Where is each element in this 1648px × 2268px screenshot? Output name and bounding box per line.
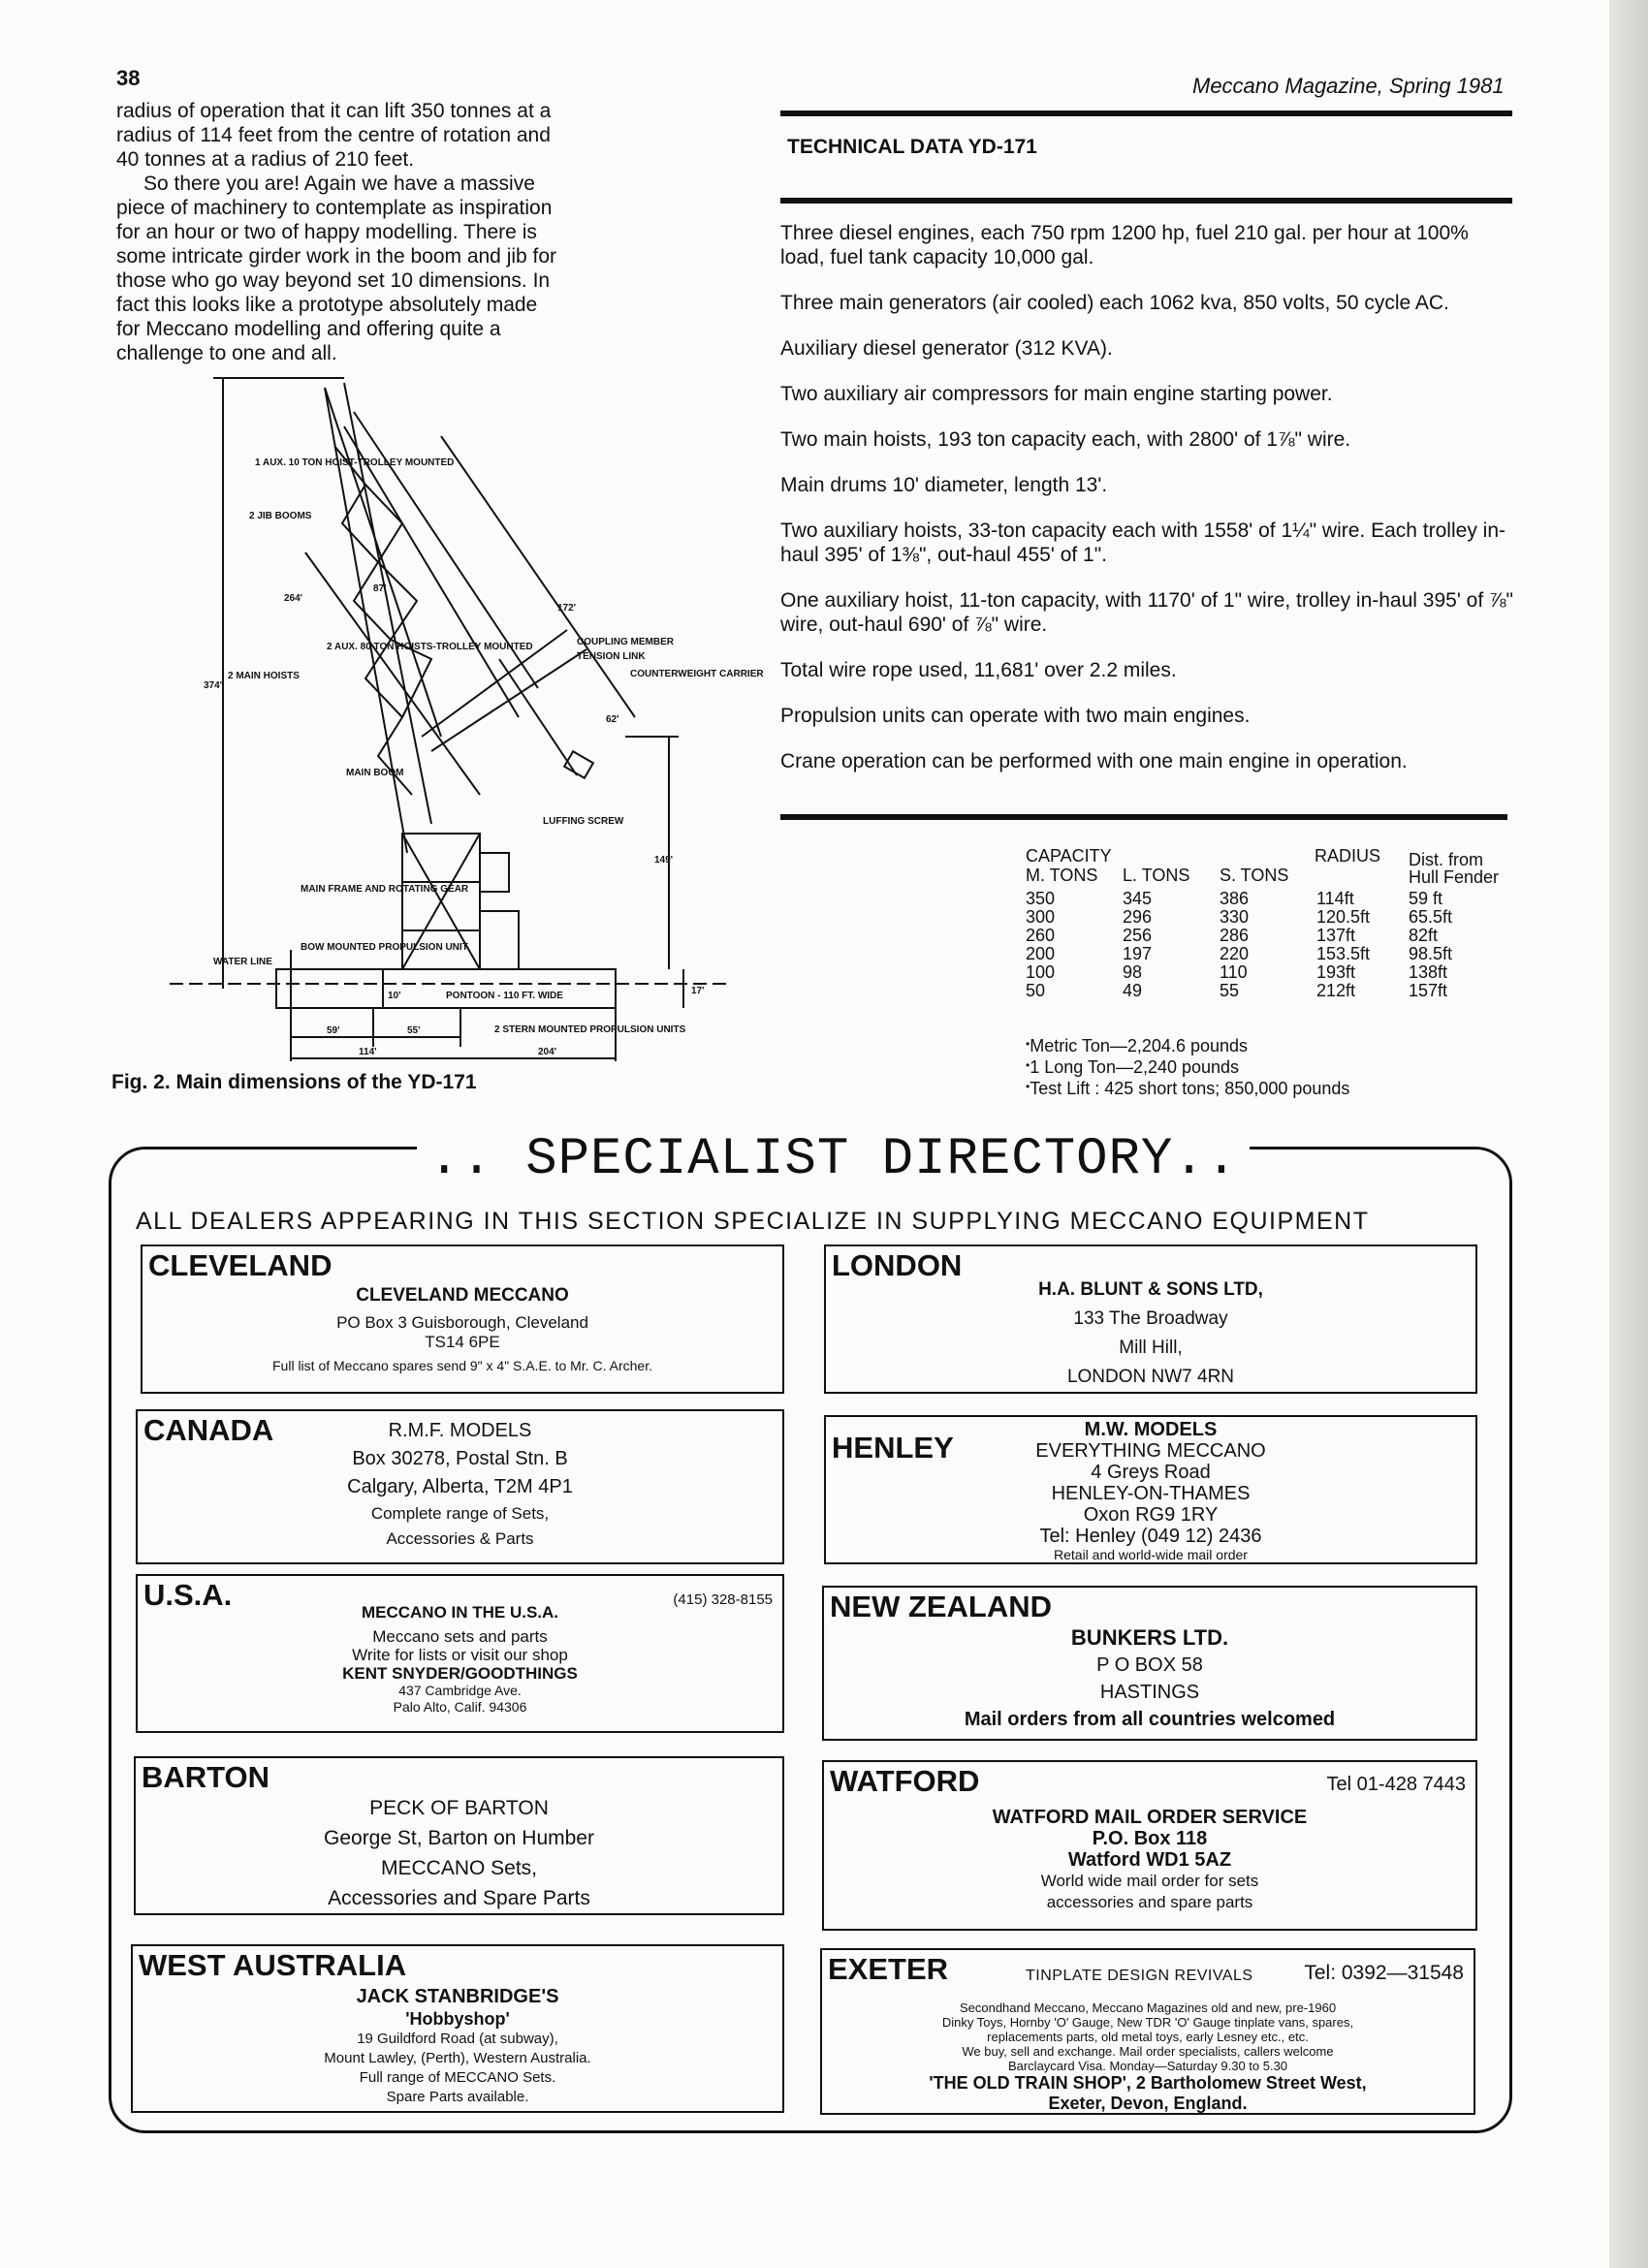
dealer-address: Watford WD1 5AZ bbox=[1067, 1849, 1232, 1871]
tech-item: Propulsion units can operate with two main engines. bbox=[780, 705, 1251, 727]
dealer-note: Secondhand Meccano, Meccano Magazines old and new, pre-1960 bbox=[959, 2000, 1337, 2015]
dealer-phone: Tel: 0392—31548 bbox=[1304, 1962, 1464, 1984]
tech-item: Total wire rope used, 11,681' over 2.2 miles. bbox=[780, 659, 1177, 681]
label-luffing: LUFFING SCREW bbox=[543, 816, 624, 827]
tech-item: Two auxiliary hoists, 33-ton capacity each with 1558' of 1¼" wire. Each trolley in-haul 395' of 1⅜", out-haul 455' of 1". bbox=[780, 520, 1505, 566]
dealer-details bbox=[138, 1603, 782, 1716]
intro-paragraph-1: radius of operation that it can lift 350 tonnes at a radius of 114 feet from the centre of rotation and 40 tonnes at a radius of 210 feet. bbox=[116, 100, 552, 171]
dealer-note: Dinky Toys, Hornby 'O' Gauge, New TDR 'O' Gauge tinplate vans, spares, bbox=[941, 2015, 1354, 2030]
tech-item: One auxiliary hoist, 11-ton capacity, with 1170' of 1" wire, trolley in-haul 395' of ⅞" wire, out-haul 690' of ⅞" wire. bbox=[780, 589, 1513, 636]
dim-114: 114' bbox=[359, 1047, 377, 1057]
dealer-note: Write for lists or visit our shop bbox=[352, 1646, 568, 1664]
cell: 260 bbox=[1026, 926, 1056, 945]
region-label: WATFORD bbox=[830, 1764, 980, 1798]
dealer-note: We buy, sell and exchange. Mail order specialists, callers welcome bbox=[962, 2044, 1334, 2059]
dealer-name: M.W. MODELS bbox=[1084, 1419, 1218, 1440]
dim-10: 10' bbox=[388, 991, 401, 1001]
dealer-henley bbox=[824, 1415, 1477, 1564]
table-row bbox=[1026, 982, 1530, 1000]
label-jib-booms: 2 JIB BOOMS bbox=[249, 511, 312, 521]
dealer-barton bbox=[134, 1756, 784, 1915]
dealer-details bbox=[138, 1417, 782, 1552]
dealer-phone: (415) 328-8155 bbox=[673, 1591, 773, 1608]
dealer-west-australia bbox=[131, 1944, 784, 2113]
dealer-new-zealand bbox=[822, 1586, 1477, 1741]
dealer-address: Mount Lawley, (Perth), Western Australia. bbox=[324, 2050, 591, 2066]
head-radius: RADIUS bbox=[1315, 846, 1381, 866]
dealer-note: Barclaycard Visa. Monday—Saturday 9.30 to 5.30 bbox=[1007, 2059, 1288, 2073]
dealer-postcode: TS14 6PE bbox=[425, 1333, 500, 1351]
note: • 1 Long Ton—2,240 pounds bbox=[1026, 1055, 1349, 1077]
dealer-address: P.O. Box 118 bbox=[1092, 1828, 1208, 1849]
cell: 100 bbox=[1026, 962, 1056, 982]
dealer-name: CLEVELAND MECCANO bbox=[356, 1285, 569, 1306]
dealer-phone: Tel: Henley (049 12) 2436 bbox=[1039, 1526, 1262, 1547]
label-tension: TENSION LINK bbox=[577, 651, 646, 662]
dealer-tagline: TINPLATE DESIGN REVIVALS bbox=[1026, 1968, 1253, 1984]
dealer-note: Retail and world-wide mail order bbox=[1054, 1547, 1248, 1562]
cell: 157ft bbox=[1409, 981, 1448, 1000]
dim-17: 17' bbox=[691, 986, 705, 996]
label-water-line: WATER LINE bbox=[213, 957, 272, 967]
region-label: NEW ZEALAND bbox=[830, 1590, 1053, 1623]
table-row bbox=[1026, 927, 1530, 945]
note: • Test Lift : 425 short tons; 850,000 pounds bbox=[1026, 1077, 1349, 1098]
region-label: LONDON bbox=[832, 1248, 963, 1282]
region-label: BARTON bbox=[142, 1760, 270, 1794]
cell: 300 bbox=[1026, 907, 1056, 927]
head-capacity: CAPACITY bbox=[1026, 846, 1112, 866]
cell: 110 bbox=[1220, 962, 1248, 982]
dealer-note: replacements parts, old metal toys, early Lesney etc., etc. bbox=[987, 2030, 1309, 2044]
dealer-exeter bbox=[820, 1948, 1475, 2115]
dealer-details bbox=[136, 1793, 782, 1913]
dealer-details bbox=[824, 1807, 1475, 1913]
dealer-shop: 'Hobbyshop' bbox=[405, 2009, 510, 2029]
dealer-london bbox=[824, 1244, 1477, 1394]
dealer-note: Full list of Meccano spares send 9" x 4" S.A.E. to Mr. C. Archer. bbox=[272, 1358, 652, 1373]
intro-text bbox=[116, 99, 562, 365]
dealer-address: 437 Cambridge Ave. bbox=[398, 1683, 522, 1698]
dim-149: 149' bbox=[654, 855, 674, 866]
tech-item: Two main hoists, 193 ton capacity each, with 2800' of 1⅞" wire. bbox=[780, 428, 1351, 451]
dealer-usa bbox=[136, 1574, 784, 1733]
region-label: EXETER bbox=[828, 1952, 949, 1986]
tech-item: Auxiliary diesel generator (312 KVA). bbox=[780, 337, 1113, 360]
dealer-note: Full range of MECCANO Sets. bbox=[359, 2069, 556, 2086]
dealer-name: BUNKERS LTD. bbox=[1070, 1625, 1229, 1650]
dim-55: 55' bbox=[407, 1025, 421, 1036]
dealer-address: LONDON NW7 4RN bbox=[1066, 1367, 1235, 1387]
head-mtons: M. TONS bbox=[1026, 866, 1098, 885]
dealer-details bbox=[133, 1985, 782, 2107]
cell: 153.5ft bbox=[1316, 944, 1371, 963]
dealer-address: 133 The Broadway bbox=[1073, 1308, 1228, 1329]
dim-87: 87' bbox=[373, 583, 387, 594]
tech-list bbox=[780, 221, 1515, 795]
running-head: Meccano Magazine, Spring 1981 bbox=[1192, 74, 1505, 98]
dealer-note: Mail orders from all countries welcomed bbox=[964, 1709, 1336, 1730]
dim-172: 172' bbox=[557, 603, 577, 614]
label-main-boom: MAIN BOOM bbox=[346, 768, 404, 778]
page-number: 38 bbox=[116, 66, 141, 90]
dealer-note: Complete range of Sets, bbox=[370, 1504, 550, 1523]
dealer-details bbox=[824, 1624, 1475, 1733]
tech-item: Two auxiliary air compressors for main engine starting power. bbox=[780, 383, 1333, 405]
top-rule bbox=[780, 110, 1512, 116]
cell: 220 bbox=[1220, 944, 1250, 963]
dealer-address: Palo Alto, Calif. 94306 bbox=[393, 1699, 527, 1715]
label-pontoon: PONTOON - 110 FT. WIDE bbox=[446, 991, 563, 1001]
cell: 256 bbox=[1123, 926, 1153, 945]
cell: 386 bbox=[1220, 889, 1250, 908]
dealer-address: 4 Greys Road bbox=[1091, 1462, 1211, 1483]
figure-caption: Fig. 2. Main dimensions of the YD-171 bbox=[111, 1071, 477, 1093]
cell: 98 bbox=[1123, 962, 1143, 982]
region-label: WEST AUSTRALIA bbox=[139, 1948, 407, 1982]
label-aux-hoists-80: 2 AUX. 80 TON HOISTS-TROLLEY MOUNTED bbox=[327, 642, 533, 652]
cell: 120.5ft bbox=[1316, 907, 1371, 927]
dim-264: 264' bbox=[284, 593, 303, 604]
cell: 98.5ft bbox=[1409, 944, 1453, 963]
dealer-name: 'THE OLD TRAIN SHOP', 2 Bartholomew Street West, bbox=[929, 2073, 1367, 2093]
dealer-details bbox=[826, 1276, 1475, 1392]
dealer-note: Meccano sets and parts bbox=[372, 1627, 548, 1646]
label-coupling: COUPLING MEMBER bbox=[577, 637, 674, 647]
dim-374: 374' bbox=[204, 680, 223, 691]
head-stons: S. TONS bbox=[1220, 866, 1289, 885]
region-label: U.S.A. bbox=[143, 1578, 233, 1612]
dealer-name: WATFORD MAIL ORDER SERVICE bbox=[992, 1807, 1308, 1828]
tech-item: Three main generators (air cooled) each 1062 kva, 850 volts, 50 cycle AC. bbox=[780, 292, 1449, 314]
cell: 212ft bbox=[1316, 981, 1356, 1000]
capacity-table bbox=[1026, 847, 1530, 1000]
directory-title: .. SPECIALIST DIRECTORY.. bbox=[417, 1129, 1250, 1191]
dim-204: 204' bbox=[538, 1047, 557, 1057]
dealer-canada bbox=[136, 1409, 784, 1564]
label-main-hoists: 2 MAIN HOISTS bbox=[228, 671, 300, 681]
cell: 286 bbox=[1220, 926, 1250, 945]
dealer-details bbox=[143, 1283, 782, 1374]
table-rule bbox=[780, 814, 1507, 820]
dealer-tagline: EVERYTHING MECCANO bbox=[1035, 1440, 1266, 1462]
tech-item: Crane operation can be performed with one main engine in operation. bbox=[780, 750, 1408, 772]
dealer-address: HENLEY-ON-THAMES bbox=[1051, 1483, 1251, 1504]
table-notes bbox=[1026, 1034, 1349, 1098]
dealer-address: P O BOX 58 bbox=[1096, 1654, 1203, 1676]
dealer-name: PECK OF BARTON bbox=[369, 1797, 549, 1819]
dealer-details bbox=[822, 2000, 1474, 2114]
dealer-owner: KENT SNYDER/GOODTHINGS bbox=[342, 1664, 578, 1683]
label-counterweight: COUNTERWEIGHT CARRIER bbox=[630, 669, 764, 679]
head-dist: Dist. from bbox=[1409, 850, 1484, 869]
label-main-frame: MAIN FRAME AND ROTATING GEAR bbox=[301, 884, 469, 895]
table-row bbox=[1026, 908, 1530, 927]
label-bow-units: BOW MOUNTED PROPULSION UNIT bbox=[301, 942, 468, 953]
page-edge-shadow bbox=[1609, 0, 1648, 2268]
dealer-address: Box 30278, Postal Stn. B bbox=[352, 1448, 568, 1469]
cell: 49 bbox=[1123, 981, 1143, 1000]
table-row bbox=[1026, 890, 1530, 908]
dealer-address: George St, Barton on Humber bbox=[324, 1827, 594, 1849]
head-dist-2: Hull Fender bbox=[1409, 867, 1500, 887]
cell: 65.5ft bbox=[1409, 907, 1453, 927]
cell: 137ft bbox=[1316, 926, 1356, 945]
capacity-table-header bbox=[1026, 847, 1530, 890]
dealer-address: Calgary, Alberta, T2M 4P1 bbox=[347, 1476, 573, 1497]
cell: 55 bbox=[1220, 981, 1240, 1000]
dealer-note: MECCANO Sets, bbox=[380, 1857, 538, 1879]
table-row bbox=[1026, 945, 1530, 963]
region-label: CANADA bbox=[143, 1413, 274, 1447]
dealer-watford bbox=[822, 1760, 1477, 1931]
dealer-name: MECCANO IN THE U.S.A. bbox=[361, 1603, 559, 1622]
label-stern-units: 2 STERN MOUNTED PROPULSION UNITS bbox=[494, 1024, 686, 1035]
dealer-note: accessories and spare parts bbox=[1046, 1893, 1253, 1911]
region-label: HENLEY bbox=[832, 1431, 954, 1465]
cell: 330 bbox=[1220, 907, 1250, 927]
cell: 197 bbox=[1123, 944, 1153, 963]
tech-item: Main drums 10' diameter, length 13'. bbox=[780, 474, 1108, 496]
region-label: CLEVELAND bbox=[148, 1248, 333, 1282]
dealer-name: R.M.F. MODELS bbox=[388, 1420, 532, 1441]
directory-subtitle: ALL DEALERS APPEARING IN THIS SECTION SPECIALIZE IN SUPPLYING MECCANO EQUIPMENT bbox=[136, 1208, 1370, 1235]
dim-59: 59' bbox=[327, 1025, 340, 1036]
dealer-name: H.A. BLUNT & SONS LTD, bbox=[1038, 1279, 1263, 1300]
dealer-address: PO Box 3 Guisborough, Cleveland bbox=[336, 1313, 588, 1332]
dealer-note: World wide mail order for sets bbox=[1040, 1872, 1259, 1890]
cell: 345 bbox=[1123, 889, 1153, 908]
dealer-address: Oxon RG9 1RY bbox=[1083, 1504, 1219, 1526]
dealer-cleveland bbox=[141, 1244, 784, 1394]
intro-paragraph-2: So there you are! Again we have a massive piece of machinery to contemplate as inspiration for an hour or two of happy modelling. There is some intricate girder work in the boom and jib for those who go way beyond set 10 dimensions. In fact this looks like a prototype absolutely made for Meccano modelling and offering quite a challenge to one and all. bbox=[116, 173, 557, 364]
head-ltons: L. TONS bbox=[1123, 866, 1190, 885]
dealer-address: HASTINGS bbox=[1099, 1682, 1200, 1703]
dealer-phone: Tel 01-428 7443 bbox=[1326, 1774, 1466, 1795]
cell: 296 bbox=[1123, 907, 1153, 927]
crane-diagram bbox=[111, 368, 771, 1066]
dealer-details bbox=[826, 1419, 1475, 1562]
cell: 138ft bbox=[1409, 962, 1448, 982]
tech-item: Three diesel engines, each 750 rpm 1200 hp, fuel 210 gal. per hour at 100% load, fuel tank capacity 10,000 gal. bbox=[780, 222, 1469, 268]
dim-62: 62' bbox=[606, 714, 619, 725]
cell: 50 bbox=[1026, 981, 1046, 1000]
cell: 114ft bbox=[1316, 889, 1354, 908]
cell: 193ft bbox=[1316, 962, 1356, 982]
label-aux-hoist: 1 AUX. 10 TON HOIST-TROLLEY MOUNTED bbox=[255, 457, 455, 468]
title-rule bbox=[780, 198, 1512, 204]
dealer-address: 19 Guildford Road (at subway), bbox=[357, 2031, 558, 2047]
note: • Metric Ton—2,204.6 pounds bbox=[1026, 1034, 1349, 1055]
dealer-note: Accessories & Parts bbox=[386, 1529, 534, 1548]
dealer-name: JACK STANBRIDGE'S bbox=[356, 1986, 559, 2007]
dealer-note: Accessories and Spare Parts bbox=[328, 1887, 590, 1909]
cell: 59 ft bbox=[1409, 889, 1443, 908]
table-row bbox=[1026, 963, 1530, 982]
cell: 200 bbox=[1026, 944, 1056, 963]
dealer-address: Exeter, Devon, England. bbox=[1048, 2094, 1248, 2113]
dealer-address: Mill Hill, bbox=[1119, 1338, 1183, 1358]
tech-title: TECHNICAL DATA YD-171 bbox=[787, 136, 1037, 158]
cell: 82ft bbox=[1409, 926, 1439, 945]
cell: 350 bbox=[1026, 889, 1056, 908]
dealer-note: Spare Parts available. bbox=[386, 2089, 529, 2105]
